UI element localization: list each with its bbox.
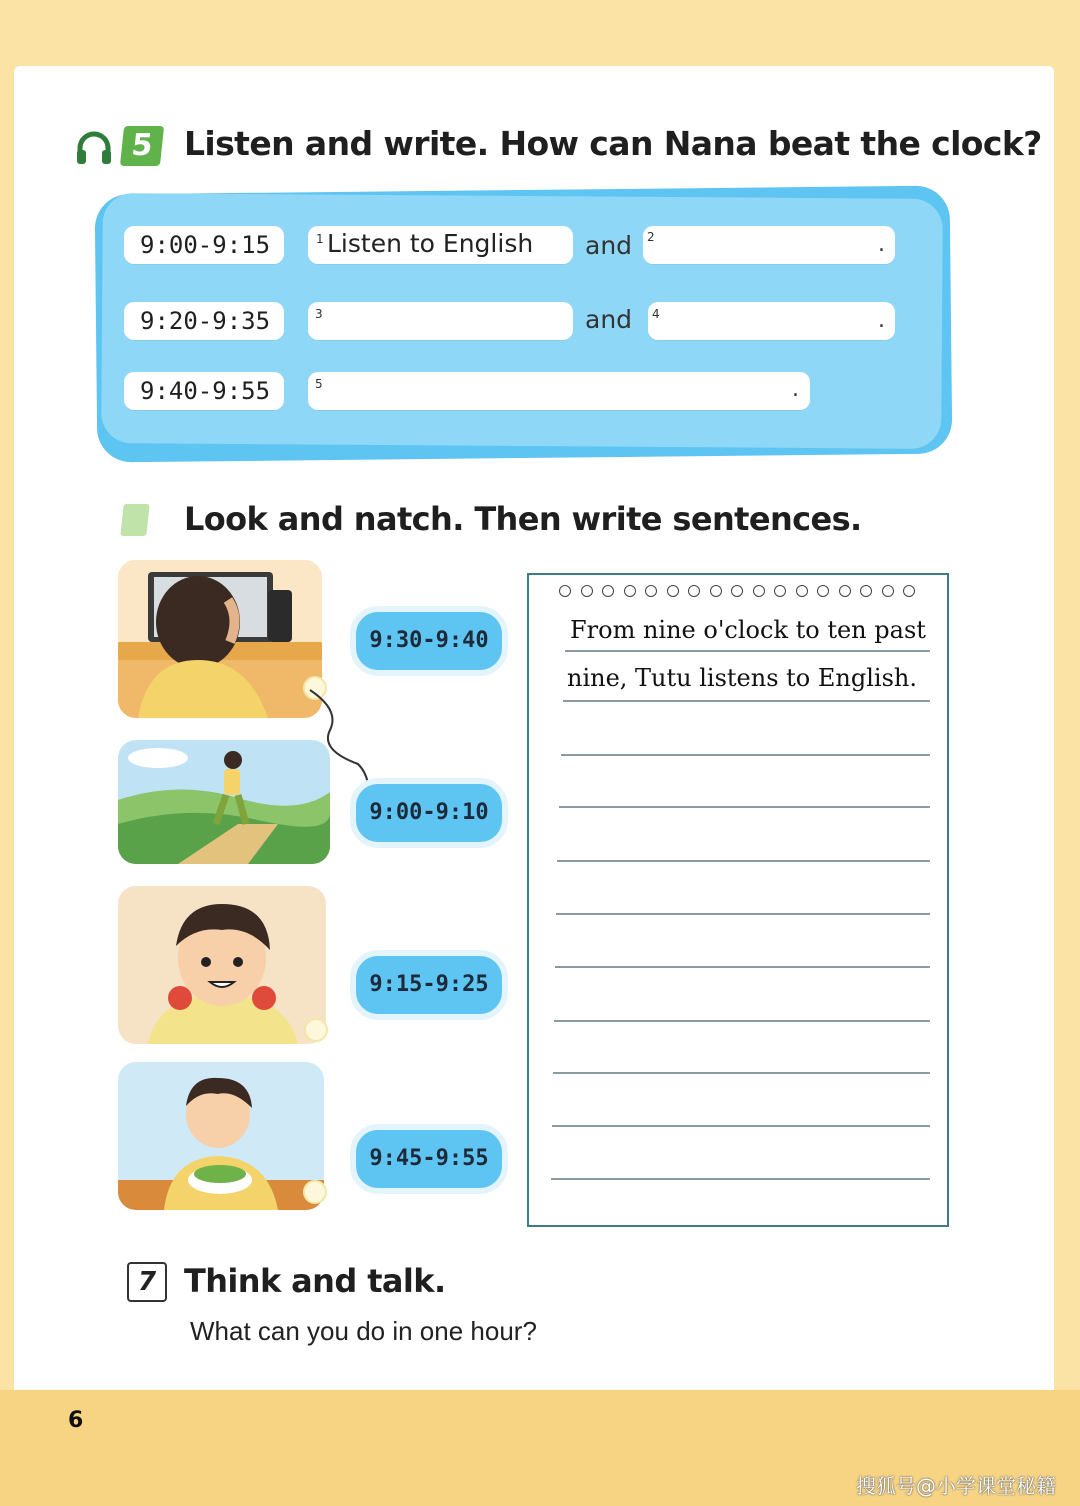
answer-field-2[interactable] [643, 226, 895, 264]
match-dot-4[interactable] [303, 1180, 327, 1204]
notebook-line [555, 966, 930, 968]
match-connector-line [300, 680, 380, 790]
blank-number-2: 2 [647, 230, 655, 244]
notebook-ring [882, 585, 894, 597]
time-pill-1[interactable]: 9:30-9:40 [356, 612, 502, 670]
notebook-line [556, 913, 930, 915]
period-1: . [878, 232, 885, 257]
notebook-line [551, 1178, 930, 1180]
notebook-line [563, 700, 930, 702]
period-3: . [792, 377, 799, 402]
exercise-6-badge [120, 504, 149, 536]
notebook-ring [645, 585, 657, 597]
notebook-ring [624, 585, 636, 597]
example-sentence-line-1: From nine o'clock to ten past [570, 616, 926, 644]
time-label-1: 9:00-9:15 [124, 226, 284, 264]
headphones-icon [76, 128, 112, 168]
boy-at-computer-picture [118, 560, 322, 718]
boy-headphones-picture [118, 886, 326, 1044]
boy-running-picture [118, 740, 330, 864]
exercise-7-prompt: What can you do in one hour? [190, 1316, 537, 1346]
watermark-text: 搜狐号@小学课堂秘籍 [856, 1474, 1056, 1498]
exercise-5-title: Listen and write. How can Nana beat the clock? [184, 124, 1042, 163]
blank-number-4: 4 [652, 307, 660, 321]
time-pill-3[interactable]: 9:15-9:25 [356, 956, 502, 1014]
time-pill-2[interactable]: 9:00-9:10 [356, 784, 502, 842]
exercise-5-badge: 5 [120, 126, 164, 166]
blank-number-1: 1 [316, 232, 324, 246]
match-dot-3[interactable] [304, 1018, 328, 1042]
notebook-ring [817, 585, 829, 597]
answer-field-4[interactable] [648, 302, 895, 340]
notebook-ring [602, 585, 614, 597]
notebook-line [553, 1072, 930, 1074]
and-label-2: and [585, 305, 633, 334]
notebook-ring [667, 585, 679, 597]
time-label-3: 9:40-9:55 [124, 372, 284, 410]
notebook-ring [796, 585, 808, 597]
notebook-ring [731, 585, 743, 597]
answer-field-3[interactable] [308, 302, 573, 340]
notebook-ring [903, 585, 915, 597]
exercise-7-title: Think and talk. [184, 1262, 446, 1300]
notebook-ring [839, 585, 851, 597]
blank-number-3: 3 [315, 307, 323, 321]
notebook-line [557, 860, 930, 862]
answer-field-5[interactable] [308, 372, 810, 410]
exercise-6-title: Look and natch. Then write sentences. [184, 500, 862, 538]
notebook-ring [860, 585, 872, 597]
and-label-1: and [585, 231, 633, 260]
notebook-ring [559, 585, 571, 597]
notebook-line [554, 1020, 930, 1022]
blank-number-5: 5 [315, 377, 323, 391]
notebook-ring [688, 585, 700, 597]
answer-1-text: Listen to English [327, 229, 534, 258]
notebook-line [565, 650, 930, 652]
exercise-7-badge: 7 [127, 1262, 167, 1302]
page-number: 6 [68, 1408, 84, 1433]
notebook-line [561, 754, 930, 756]
time-pill-4[interactable]: 9:45-9:55 [356, 1130, 502, 1188]
notebook-line [552, 1125, 930, 1127]
notebook-ring [710, 585, 722, 597]
notebook-ring [753, 585, 765, 597]
notebook-ring [774, 585, 786, 597]
notebook-ring [581, 585, 593, 597]
time-label-2: 9:20-9:35 [124, 302, 284, 340]
boy-eating-picture [118, 1062, 324, 1210]
period-2: . [878, 308, 885, 333]
example-sentence-line-2: nine, Tutu listens to English. [567, 664, 917, 692]
notebook-line [559, 806, 930, 808]
